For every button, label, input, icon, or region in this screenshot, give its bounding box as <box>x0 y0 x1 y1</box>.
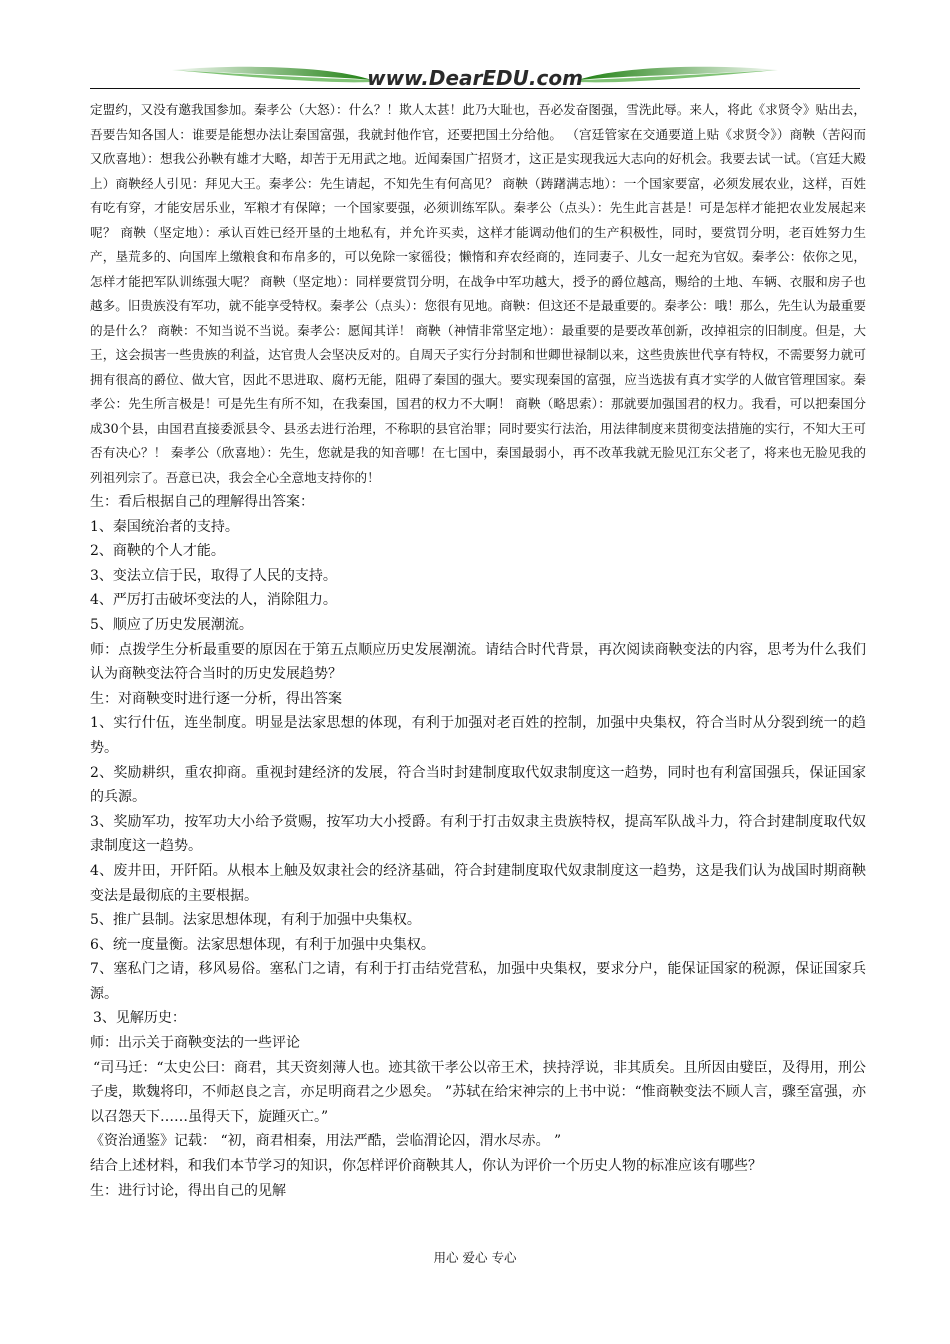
list-item: 1、秦国统治者的支持。 <box>90 518 239 535</box>
header-rule <box>90 88 860 89</box>
analysis-section <box>90 490 866 1203</box>
list-item: 2、奖励耕织，重农抑商。重视封建经济的发展，符合当时封建制度取代奴隶制度这一趋势，同时也有利富国强兵，保证国家的兵源。 <box>90 764 866 806</box>
main-content <box>90 98 866 1203</box>
list-item: 3、奖励军功，按军功大小给予赏赐，按军功大小授爵。有利于打击奴隶主贵族特权，提高军队战斗力，符合封建制度取代奴隶制度这一趋势。 <box>90 813 866 855</box>
logo-text: www.DearEDU.com <box>367 66 583 90</box>
list-item: 5、顺应了历史发展潮流。 <box>90 616 253 633</box>
quotation: “司马迁：“太史公曰：商君，其天资刻薄人也。迹其欲干孝公以帝王术，挟持浮说，非其质矣。且所因由嬖臣，及得用，刑公子虔，欺魏将印，不师赵良之言，亦足明商君之少恩矣。 ”苏轼在给宋神宗的上书中说：“惟商鞅变法不顾人言，骤至富强，亦以召怨天下……虽得天下，旋踵灭亡。” <box>90 1059 866 1125</box>
teacher-prompt: 师：点拨学生分析最重要的原因在于第五点顺应历史发展潮流。请结合时代背景，再次阅读商鞅变法的内容，思考为什么我们认为商鞅变法符合当时的历史发展趋势？ <box>90 641 866 683</box>
student-answer-intro: 生：看后根据自己的理解得出答案： <box>90 494 314 510</box>
list-item: 2、商鞅的个人才能。 <box>90 543 225 560</box>
list-item: 4、废井田，开阡陌。从根本上触及奴隶社会的经济基础，符合封建制度取代奴隶制度这一趋势，这是我们认为战国时期商鞅变法是最彻底的主要根据。 <box>90 862 866 904</box>
section-heading: 3、见解历史： <box>93 1010 186 1027</box>
header-banner <box>90 56 860 96</box>
student-analysis-intro: 生：对商鞅变时进行逐一分析，得出答案 <box>90 690 342 707</box>
list-item: 4、严厉打击破坏变法的人，消除阻力。 <box>90 592 337 609</box>
discussion-question: 结合上述材料，和我们本节学习的知识，你怎样评价商鞅其人，你认为评价一个历史人物的标准应该有哪些？ <box>90 1158 762 1175</box>
dialogue-paragraph: 定盟约，又没有邀我国参加。秦孝公（大怒）：什么？！欺人太甚！此乃大耻也，吾必发奋图强，雪洗此辱。来人，将此《求贤令》贴出去，吾要告知各国人：谁要是能想办法让秦国富强，我就封他作官，还要把国土分给他。 （宫廷管家在交通要道上贴《求贤令》）商鞅（苦闷而又欣喜地）：想我公孙鞅有雄才大略，却苦于无用武之地。近闻秦国广招贤才，这正是实现我远大志向的好机会。我要去试一试。（宫廷大殿上）商鞅经人引见：拜见大王。秦孝公：先生请起，不知先生有何高见？ 商鞅（踌躇满志地）：一个国家要富，必须发展农业，这样，百姓有吃有穿，才能安居乐业，军粮才有保障；一个国家要强，必须训练军队。秦孝公（点头）：先生此言甚是！可是怎样才能把农业发展起来呢？ 商鞅（坚定地）：承认百姓已经开垦的土地私有，并允许买卖，这样才能调动他们的生产积极性，同时，要赏罚分明，老百姓努力生产，垦荒多的、向国库上缴粮食和布帛多的，可以免除一家徭役；懒惰和弃农经商的，连同妻子、儿女一起充为官奴。秦孝公：依你之见，怎样才能把军队训练强大呢？ 商鞅（坚定地）：同样要赏罚分明，在战争中军功越大，授予的爵位越高，赐给的土地、车辆、衣服和房子也越多。旧贵族没有军功，就不能享受特权。秦孝公（点头）：您很有见地。商鞅：但这还不是最重要的。秦孝公：哦！那么，先生认为最重要的是什么？ 商鞅：不知当说不当说。秦孝公：愿闻其详！ 商鞅（神情非常坚定地）：最重要的是要改革创新，改掉祖宗的旧制度。但是，大王，这会损害一些贵族的利益，达官贵人会坚决反对的。自周天子实行分封制和世卿世禄制以来，这些贵族世代享有特权，不需要努力就可拥有很高的爵位、做大官，因此不思进取、腐朽无能，阻碍了秦国的强大。要实现秦国的富强，应当选拔有真才实学的人做官管理国家。秦孝公：先生所言极是！可是先生有所不知，在我秦国，国君的权力不大啊！ 商鞅（略思索）：那就要加强国君的权力。我看，可以把秦国分成30个县，由国君直接委派县令、县丞去进行治理，不称职的县官治罪；同时要实行法治，用法律制度来贯彻变法措施的实行，不知大王可否有决心？！ 秦孝公（欣喜地）：先生，您就是我的知音哪！在七国中，秦国最弱小，再不改革我就无脸见江东父老了，将来也无脸见我的列祖列宗了。吾意已决，我会全心全意地支持你的！ <box>90 102 866 485</box>
page-footer: 用心 爱心 专心 <box>433 1250 517 1265</box>
list-item: 5、推广县制。法家思想体现，有利于加强中央集权。 <box>90 912 421 929</box>
dialogue-section <box>90 98 866 490</box>
list-item: 1、实行什伍，连坐制度。明显是法家思想的体现，有利于加强对老百姓的控制，加强中央集权，符合当时从分裂到统一的趋势。 <box>90 715 866 756</box>
dearedu-logo <box>90 56 860 96</box>
quotation: 《资治通鉴》记载： “初，商君相秦，用法严酷，尝临渭论囚，渭水尽赤。 ” <box>90 1133 562 1150</box>
list-item: 6、统一度量衡。法家思想体现，有利于加强中央集权。 <box>90 936 435 953</box>
teacher-prompt: 师：出示关于商鞅变法的一些评论 <box>90 1035 300 1052</box>
list-item: 3、变法立信于民，取得了人民的支持。 <box>90 567 337 584</box>
list-item: 7、塞私门之请，移风易俗。塞私门之请，有利于打击结党营私，加强中央集权，要求分户，能保证国家的税源，保证国家兵源。 <box>90 961 866 1002</box>
student-response: 生：进行讨论，得出自己的见解 <box>90 1182 286 1199</box>
